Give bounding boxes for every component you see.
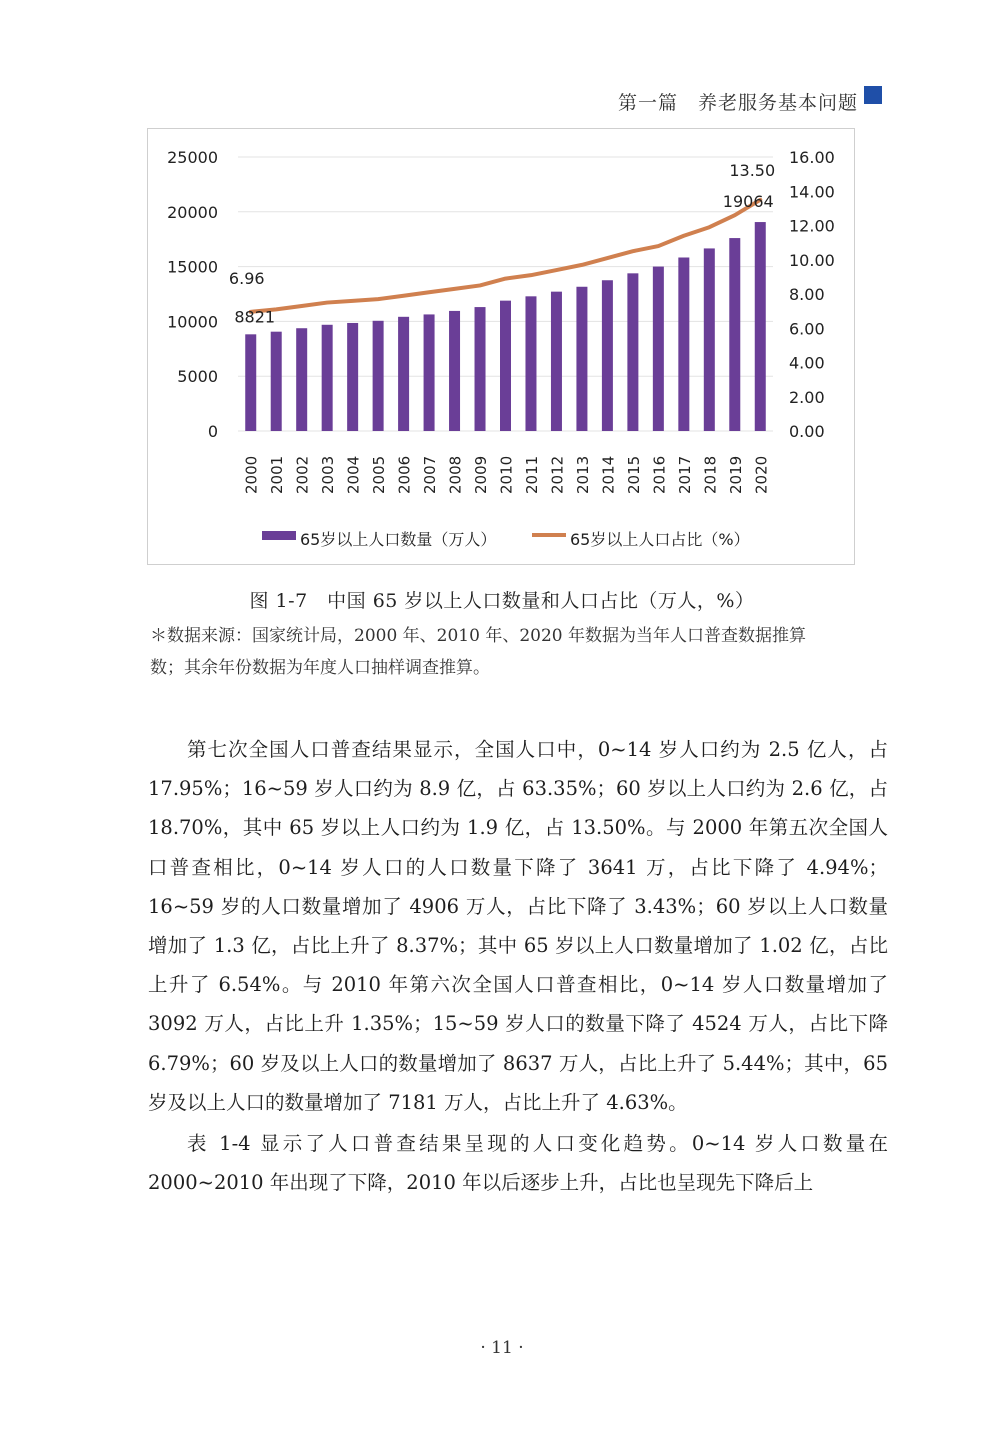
bar-2003 bbox=[322, 325, 333, 431]
x-tick-label: 2005 bbox=[370, 455, 389, 494]
bar-2002 bbox=[296, 328, 307, 431]
figure-caption: 图 1-7 中国 65 岁以上人口数量和人口占比（万人，%） bbox=[249, 590, 755, 612]
x-tick-label: 2016 bbox=[650, 455, 669, 494]
bar-2010 bbox=[500, 301, 511, 431]
x-tick-label: 2019 bbox=[726, 455, 745, 494]
right-tick-label: 10.00 bbox=[789, 250, 835, 270]
right-tick-label: 0.00 bbox=[789, 422, 825, 441]
bar-2008 bbox=[449, 311, 460, 431]
header-square bbox=[864, 86, 882, 104]
page-number: · 11 · bbox=[480, 1338, 524, 1358]
left-tick-label: 15000 bbox=[167, 257, 218, 277]
bar-2017 bbox=[678, 257, 689, 431]
x-tick-label: 2013 bbox=[573, 455, 592, 494]
right-axis-ticks bbox=[789, 148, 835, 441]
chart-frame bbox=[147, 128, 855, 565]
legend-line-label: 65岁以上人口占比（%） bbox=[570, 530, 750, 549]
x-tick-label: 2011 bbox=[522, 455, 541, 494]
x-tick-label: 2001 bbox=[268, 455, 287, 494]
x-tick-label: 2009 bbox=[472, 455, 491, 494]
bar-2020 bbox=[755, 222, 766, 431]
bar-2014 bbox=[602, 280, 613, 431]
left-tick-label: 25000 bbox=[167, 148, 218, 167]
x-tick-label: 2007 bbox=[421, 455, 440, 494]
bar-series bbox=[245, 222, 766, 431]
bar-2016 bbox=[653, 267, 664, 431]
x-tick-label: 2010 bbox=[497, 455, 516, 494]
x-tick-label: 2014 bbox=[599, 455, 618, 494]
legend-bar-label: 65岁以上人口数量（万人） bbox=[300, 530, 497, 549]
left-tick-label: 5000 bbox=[177, 367, 218, 387]
right-tick-label: 16.00 bbox=[789, 148, 835, 167]
right-tick-label: 12.00 bbox=[789, 216, 835, 236]
header-square-icon bbox=[864, 86, 890, 112]
bar-2007 bbox=[424, 314, 435, 431]
bar-label-first: 8821 bbox=[234, 307, 276, 327]
legend-bar-swatch bbox=[262, 531, 296, 540]
body-paragraph-2: 表 1-4 显示了人口普查结果呈现的人口变化趋势。0~14 岁人口数量在 2000~2010 年出现了下降，2010 年以后逐步上升，占比也呈现先下降后上 bbox=[148, 1132, 888, 1195]
bar-2013 bbox=[576, 287, 587, 431]
bar-2006 bbox=[398, 317, 409, 431]
bar-2019 bbox=[729, 238, 740, 431]
bar-2015 bbox=[627, 273, 638, 431]
bar-2004 bbox=[347, 323, 358, 431]
bar-label-last: 19064 bbox=[722, 192, 774, 212]
x-tick-label: 2018 bbox=[701, 455, 720, 494]
header-title: 第一篇 养老服务基本问题 bbox=[617, 92, 858, 114]
page-header bbox=[0, 86, 1004, 116]
x-tick-label: 2002 bbox=[293, 455, 312, 494]
right-tick-label: 6.00 bbox=[789, 319, 825, 339]
x-tick-label: 2000 bbox=[242, 455, 261, 494]
right-tick-label: 8.00 bbox=[789, 285, 825, 304]
combo-chart bbox=[148, 129, 853, 563]
right-tick-label: 4.00 bbox=[789, 353, 825, 373]
x-tick-label: 2004 bbox=[344, 455, 363, 494]
body-paragraph-1: 第七次全国人口普查结果显示，全国人口中，0~14 岁人口约为 2.5 亿人，占 17.95%；16~59 岁人口约为 8.9 亿，占 63.35%；60 岁以上人口约为 2.6 亿，占 18.70%，其中 65 岁以上人口约为 1.9 亿，占 13.50%。与 2000 年第五次全国人口普查相比，0~14 岁人口的人口数量下降了 3641 万，占比下降了 4.94%；16~59 岁的人口数量增加了 4906 万人，占比下降了 3.43%；60 岁以上人口数量增加了 1.3 亿，占比上升了 8.37%；其中 65 岁以上人口数量增加了 1.02 亿，占比上升了 6.54%。与 2010 年第六次全国人口普查相比，0~14 岁人口数量增加了 3092 万人，占比上升 1.35%；15~59 岁人口的数量下降了 4524 万人，占比下降 6.79%；60 岁及以上人口的数量增加了 8637 万人，占比上升了 5.44%；其中，65 岁及以上人口的数量增加了 7181 万人，占比上升了 4.63%。 bbox=[148, 738, 888, 1114]
left-tick-label: 10000 bbox=[167, 312, 218, 332]
data-source-note bbox=[150, 620, 870, 684]
bar-2000 bbox=[245, 334, 256, 431]
left-tick-label: 0 bbox=[207, 422, 218, 441]
right-tick-label: 14.00 bbox=[789, 182, 835, 202]
legend bbox=[262, 530, 750, 549]
bar-2009 bbox=[475, 307, 486, 431]
line-label-first: 6.96 bbox=[228, 268, 265, 288]
bar-2005 bbox=[373, 321, 384, 431]
bar-2012 bbox=[551, 292, 562, 431]
note-line-2: 数；其余年份数据为年度人口抽样调查推算。 bbox=[150, 658, 490, 678]
bar-2001 bbox=[271, 332, 282, 431]
x-tick-label: 2003 bbox=[319, 455, 338, 494]
x-tick-label: 2015 bbox=[624, 455, 643, 494]
line-label-last: 13.50 bbox=[729, 160, 776, 180]
left-tick-label: 20000 bbox=[167, 202, 218, 222]
bar-2018 bbox=[704, 248, 715, 431]
left-axis-ticks bbox=[167, 148, 218, 441]
right-tick-label: 2.00 bbox=[789, 387, 825, 407]
x-tick-label: 2017 bbox=[675, 455, 694, 494]
x-tick-label: 2012 bbox=[548, 455, 567, 494]
x-tick-label: 2006 bbox=[395, 455, 414, 494]
x-tick-label: 2020 bbox=[752, 455, 771, 494]
note-line-1: ＊数据来源：国家统计局，2000 年、2010 年、2020 年数据为当年人口普查数据推算 bbox=[150, 626, 807, 646]
body-text bbox=[148, 730, 888, 1202]
x-axis-ticks bbox=[243, 456, 771, 494]
x-tick-label: 2008 bbox=[446, 455, 465, 494]
bar-2011 bbox=[525, 296, 536, 431]
